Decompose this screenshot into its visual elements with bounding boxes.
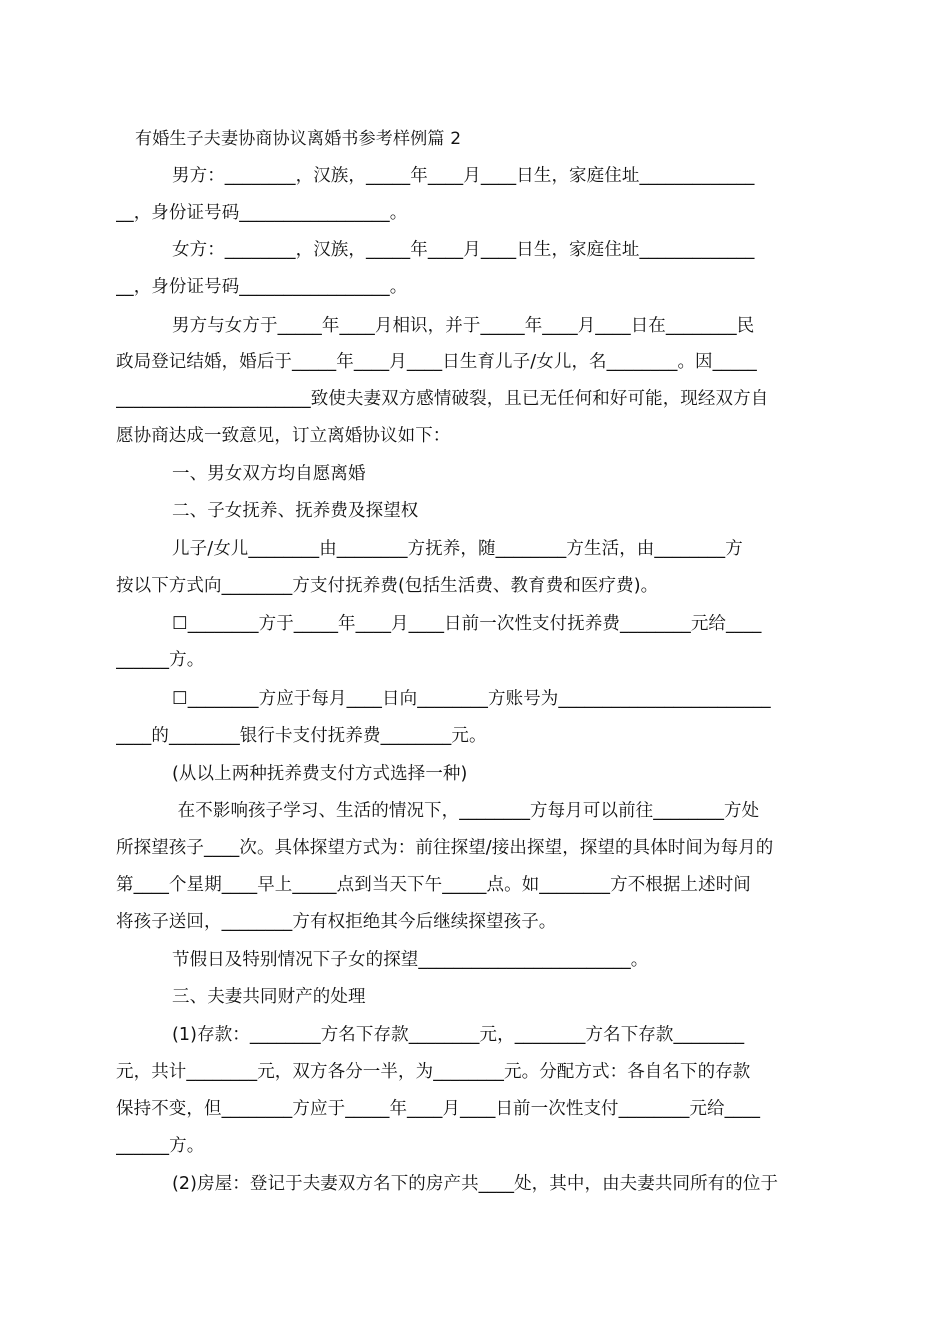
paragraph-line: 元，共计________元，双方各分一半，为________元。分配方式：各自名下的存款 xyxy=(116,1062,751,1082)
paragraph-line: 男方与女方于_____年____月相识，并于_____年____月____日在________民 xyxy=(172,316,755,336)
paragraph-line: __，身份证号码_________________。 xyxy=(116,203,408,223)
section-heading: 二、子女抚养、抚养费及探望权 xyxy=(172,501,419,521)
paragraph-line: ______方。 xyxy=(116,1136,205,1156)
paragraph-line: 按以下方式向________方支付抚养费(包括生活费、教育费和医疗费)。 xyxy=(116,576,659,596)
paragraph-line: (从以上两种抚养费支付方式选择一种) xyxy=(172,764,468,784)
paragraph-line: 节假日及特别情况下子女的探望________________________。 xyxy=(172,950,649,970)
paragraph-line: 政局登记结婚，婚后于_____年____月____日生育儿子/女儿，名________。因_____ xyxy=(116,352,757,372)
paragraph-line: 儿子/女儿________由________方抚养，随________方生活，由________方 xyxy=(172,539,743,559)
paragraph-line: 保持不变，但________方应于_____年____月____日前一次性支付________元给____ xyxy=(116,1099,761,1119)
paragraph-line: ______方。 xyxy=(116,650,205,670)
paragraph-line: 女方：________，汉族，_____年____月____日生，家庭住址_____________ xyxy=(172,240,755,260)
section-heading: 三、夫妻共同财产的处理 xyxy=(172,987,366,1007)
checkbox-option-line: ☐________方于_____年____月____日前一次性支付抚养费________元给____ xyxy=(172,614,762,634)
paragraph-line: ____的________银行卡支付抚养费________元。 xyxy=(116,726,487,746)
paragraph-line: 第____个星期____早上_____点到当天下午_____点。如________方不根据上述时间 xyxy=(116,875,751,895)
paragraph-line: 在不影响孩子学习、生活的情况下，________方每月可以前往________方处 xyxy=(172,801,760,821)
paragraph-line: 所探望孩子____次。具体探望方式为：前往探望/接出探望，探望的具体时间为每月的 xyxy=(116,838,774,858)
section-heading: 一、男女双方均自愿离婚 xyxy=(172,464,366,484)
paragraph-line: 愿协商达成一致意见，订立离婚协议如下： xyxy=(116,426,451,446)
paragraph-line: ______________________致使夫妻双方感情破裂，且已无任何和好可能，现经双方自 xyxy=(116,389,769,409)
paragraph-line: __，身份证号码_________________。 xyxy=(116,277,408,297)
paragraph-line: (2)房屋：登记于夫妻双方名下的房产共____处，其中，由夫妻共同所有的位于 xyxy=(172,1174,779,1194)
paragraph-line: (1)存款：________方名下存款________元，________方名下存款________ xyxy=(172,1025,745,1045)
paragraph-line: 将孩子送回，________方有权拒绝其今后继续探望孩子。 xyxy=(116,912,557,932)
paragraph-line: 男方：________，汉族，_____年____月____日生，家庭住址_____________ xyxy=(172,166,755,186)
checkbox-option-line: ☐________方应于每月____日向________方账号为________________________ xyxy=(172,689,771,709)
document-title: 有婚生子夫妻协商协议离婚书参考样例篇 2 xyxy=(135,129,462,149)
